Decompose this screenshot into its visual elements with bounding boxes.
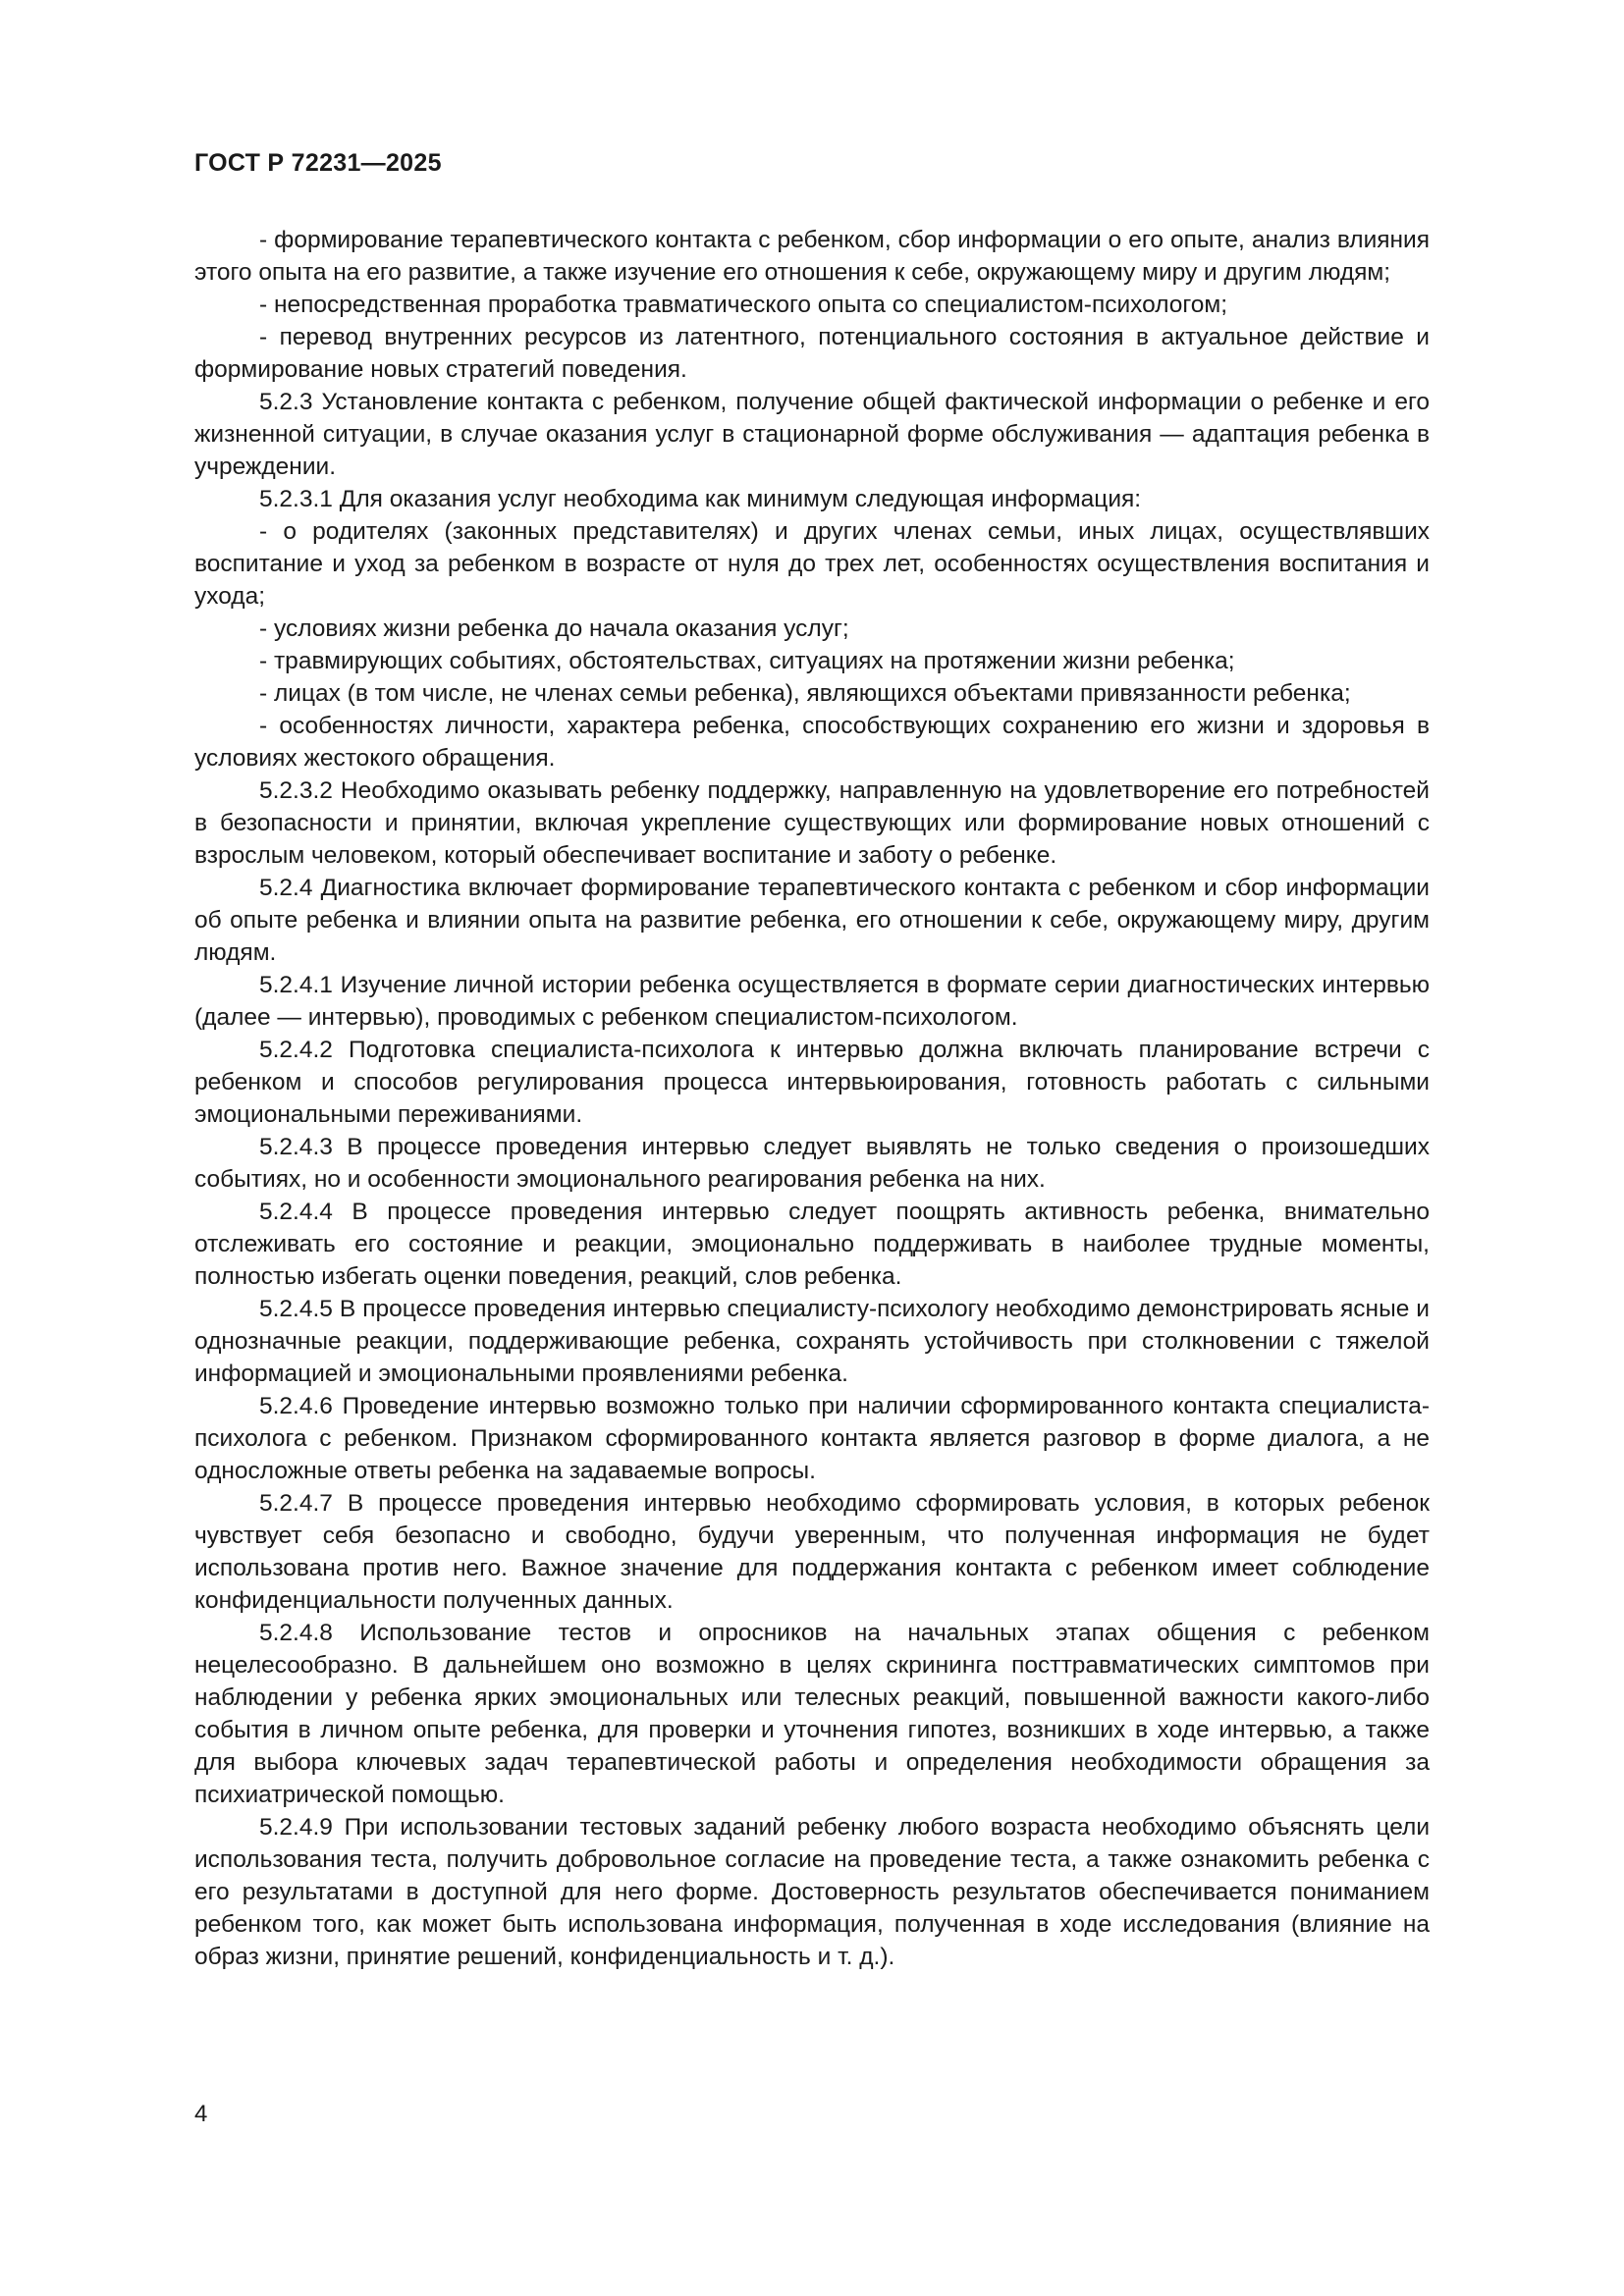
paragraph: 5.2.4.7 В процессе проведения интервью необходимо сформировать условия, в которых ребенок чувствует себя безопасно и свободно, будучи уверенным, что полученная информация не будет использована против него. Важное значение для поддержания контакта с ребенком имеет соблюдение конфиденциальности полученных данных. <box>194 1490 1430 1614</box>
paragraph: - формирование терапевтического контакта с ребенком, сбор информации о его опыте, анализ влияния этого опыта на его развитие, а также изучение его отношения к себе, окружающему миру и другим людям; <box>194 227 1430 286</box>
paragraph: 5.2.4.1 Изучение личной истории ребенка осуществляется в формате серии диагностических интервью (далее — интервью), проводимых с ребенком специалистом-психологом. <box>194 972 1430 1031</box>
paragraph: - перевод внутренних ресурсов из латентного, потенциального состояния в актуальное действие и формирование новых стратегий поведения. <box>194 324 1430 383</box>
paragraph: 5.2.3.2 Необходимо оказывать ребенку поддержку, направленную на удовлетворение его потребностей в безопасности и принятии, включая укрепление существующих или формирование новых отношений с взрослым человеком, который обеспечивает воспитание и заботу о ребенке. <box>194 777 1430 869</box>
paragraph: 5.2.4.6 Проведение интервью возможно только при наличии сформированного контакта специалиста-психолога с ребенком. Признаком сформированного контакта является разговор в форме диалога, а не односложные ответы ребенка на задаваемые вопросы. <box>194 1393 1430 1484</box>
paragraph: 5.2.4.5 В процессе проведения интервью специалисту-психологу необходимо демонстрировать ясные и однозначные реакции, поддерживающие ребенка, сохранять устойчивость при столкновении с тяжелой информацией и эмоциональными проявлениями ребенка. <box>194 1296 1430 1387</box>
document-code-header: ГОСТ Р 72231—2025 <box>194 149 442 177</box>
paragraph: 5.2.4.8 Использование тестов и опросников на начальных этапах общения с ребенком нецелесообразно. В дальнейшем оно возможно в целях скрининга посттравматических симптомов при наблюдении у ребенка ярких эмоциональных или телесных реакций, повышенной важности какого-либо события в личном опыте ребенка, для проверки и уточнения гипотез, возникших в ходе интервью, а также для выбора ключевых задач терапевтической работы и определения необходимости обращения за психиатрической помощью. <box>194 1620 1430 1808</box>
paragraph: 5.2.4.9 При использовании тестовых заданий ребенку любого возраста необходимо объяснять цели использования теста, получить добровольное согласие на проведение теста, а также ознакомить ребенка с его результатами в доступной для него форме. Достоверность результатов обеспечивается пониманием ребенком того, как может быть использована информация, полученная в ходе исследования (влияние на образ жизни, принятие решений, конфиденциальность и т. д.). <box>194 1814 1430 1970</box>
paragraph: 5.2.4.2 Подготовка специалиста-психолога к интервью должна включать планирование встречи с ребенком и способов регулирования процесса интервьюирования, готовность работать с сильными эмоциональными переживаниями. <box>194 1037 1430 1128</box>
paragraph: 5.2.4.3 В процессе проведения интервью следует выявлять не только сведения о произошедших событиях, но и особенности эмоционального реагирования ребенка на них. <box>194 1134 1430 1193</box>
paragraph: 5.2.3 Установление контакта с ребенком, получение общей фактической информации о ребенке и его жизненной ситуации, в случае оказания услуг в стационарной форме обслуживания — адаптация ребенка в учреждении. <box>194 389 1430 480</box>
paragraph: 5.2.3.1 Для оказания услуг необходима как минимум следующая информация: <box>259 486 1142 512</box>
paragraph: - о родителях (законных представителях) и других членах семьи, иных лицах, осуществлявших воспитание и уход за ребенком в возрасте от нуля до трех лет, особенностях осуществления воспитания и ухода; <box>194 518 1430 610</box>
document-body <box>194 224 1430 1973</box>
paragraph: - травмирующих событиях, обстоятельствах, ситуациях на протяжении жизни ребенка; <box>259 648 1235 674</box>
paragraph: 5.2.4.4 В процессе проведения интервью следует поощрять активность ребенка, внимательно отслеживать его состояние и реакции, эмоционально поддерживать в наиболее трудные моменты, полностью избегать оценки поведения, реакций, слов ребенка. <box>194 1199 1430 1290</box>
paragraph: - непосредственная проработка травматического опыта со специалистом-психологом; <box>259 292 1228 318</box>
paragraph: 5.2.4 Диагностика включает формирование терапевтического контакта с ребенком и сбор информации об опыте ребенка и влиянии опыта на развитие ребенка, его отношении к себе, окружающему миру, другим людям. <box>194 875 1430 966</box>
paragraph: - условиях жизни ребенка до начала оказания услуг; <box>259 615 849 642</box>
paragraph: - лицах (в том числе, не членах семьи ребенка), являющихся объектами привязанности ребенка; <box>259 680 1351 707</box>
page-number: 4 <box>194 2101 208 2127</box>
paragraph: - особенностях личности, характера ребенка, способствующих сохранению его жизни и здоровья в условиях жестокого обращения. <box>194 713 1430 772</box>
